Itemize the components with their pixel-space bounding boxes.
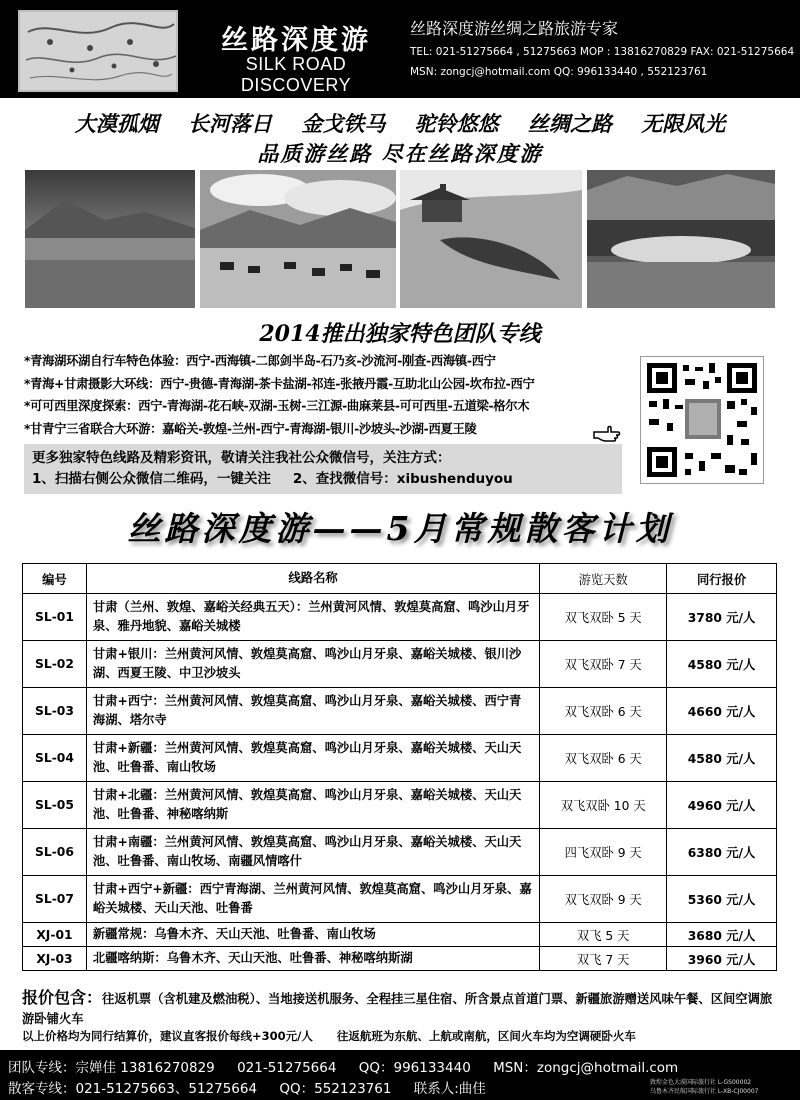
brand-name-cn: 丝路深度游 [221, 25, 371, 56]
crescent-spring-photo [400, 170, 582, 308]
individual-qq: QQ：552123761 [279, 1081, 392, 1097]
license-line: 乌鲁木齐民航国际旅行社 L-XB-CJ00007 [650, 1088, 759, 1095]
route-days: 四飞双卧 9 天 [540, 829, 667, 876]
special-route-item: *青海+甘肃摄影大环线：西宁-贵德-青海湖-茶卡盐湖-祁连-张掖丹霞-互助北山公园-坎布拉-西宁 [24, 376, 535, 391]
route-days: 双飞双卧 7 天 [540, 641, 667, 688]
special-routes-title: 2014推出独家特色团队专线 [259, 321, 541, 347]
route-desc: 西宁青海湖、兰州黄河风情、敦煌莫高窟、鸣沙山月牙泉、嘉峪关城楼、天山天池、吐鲁番 [92, 882, 532, 915]
table-header-row [23, 564, 777, 594]
contact-msn-qq: MSN: zongcj@hotmail.com QQ: 996133440 , 552123761 [410, 66, 708, 78]
pointing-hand-icon [592, 418, 622, 448]
footer-individual-line [8, 1077, 504, 1097]
table-row [23, 829, 777, 876]
route-name [86, 594, 539, 641]
route-code: SL-02 [23, 641, 87, 688]
individual-hotline: 散客专线：021-51275663、51275664 [8, 1081, 258, 1097]
route-price: 4580 元/人 [667, 735, 777, 782]
footer [0, 1050, 800, 1100]
motto-phrase: 金戈铁马 [301, 111, 386, 136]
header-days: 游览天数 [540, 564, 667, 594]
route-code: XJ-03 [23, 947, 87, 971]
route-code: SL-07 [23, 876, 87, 923]
silk-road-map-image [18, 10, 178, 92]
route-days: 双飞 7 天 [540, 947, 667, 971]
route-name [86, 688, 539, 735]
mountain-lake-photo [587, 170, 775, 308]
header-route-name: 线路名称 [86, 564, 539, 594]
route-price: 3680 元/人 [667, 923, 777, 947]
route-days: 双飞双卧 6 天 [540, 688, 667, 735]
route-code: SL-06 [23, 829, 87, 876]
special-route-item: *可可西里深度探索：西宁-青海湖-花石峡-双湖-玉树-三江源-曲麻莱县-可可西里-五道梁-格尔木 [24, 399, 530, 413]
route-name [86, 829, 539, 876]
route-days: 双飞双卧 9 天 [540, 876, 667, 923]
route-name [86, 782, 539, 829]
price-includes [22, 988, 782, 1029]
route-region: 甘肃+西宁+新疆： [92, 882, 200, 896]
tour-plan-table [22, 563, 777, 971]
route-code: SL-03 [23, 688, 87, 735]
route-desc: 兰州黄河风情、敦煌莫高窟、鸣沙山月牙泉、嘉峪关城楼、天山天池、吐鲁番、南山牧场 [92, 741, 522, 774]
company-slogan: 丝路深度游丝绸之路旅游专家 [410, 19, 619, 38]
brand-name-en: SILK ROAD DISCOVERY [240, 54, 352, 95]
table-row [23, 947, 777, 971]
route-code: XJ-01 [23, 923, 87, 947]
route-code: SL-05 [23, 782, 87, 829]
contact-phones: TEL: 021-51275664 , 51275663 MOP : 13816270829 FAX: 021-51275664 [410, 46, 795, 58]
lake-photo [25, 170, 195, 308]
route-region: 甘肃+西宁： [92, 694, 165, 708]
price-note [22, 1028, 782, 1044]
license-line: 敦煌金色大漠国际旅行社 L-GS00002 [650, 1079, 752, 1086]
route-days: 双飞双卧 10 天 [540, 782, 667, 829]
route-region: 甘肃+新疆： [92, 741, 165, 755]
route-name [86, 923, 539, 947]
notice-scan-qr: 1、扫描右侧公众微信二维码，一键关注 [32, 471, 271, 487]
license-info [650, 1078, 758, 1096]
motto-line-2: 品质游丝路 尽在丝路深度游 [257, 141, 543, 166]
route-price: 6380 元/人 [667, 829, 777, 876]
table-row [23, 876, 777, 923]
route-price: 3960 元/人 [667, 947, 777, 971]
route-region: 甘肃+银川： [92, 647, 165, 661]
route-desc: 兰州黄河风情、敦煌莫高窟、鸣沙山月牙泉、嘉峪关城楼、天山天池、吐鲁番、神秘喀纳斯 [92, 788, 522, 821]
special-route-item: *甘青宁三省联合大环游：嘉峪关-敦煌-兰州-西宁-青海湖-银川-沙坡头-沙湖-西夏王陵 [24, 421, 477, 436]
route-code: SL-04 [23, 735, 87, 782]
route-desc: 乌鲁木齐、天山天池、吐鲁番、神秘喀纳斯湖 [166, 951, 413, 965]
route-price: 3780 元/人 [667, 594, 777, 641]
individual-contact: 联系人:曲佳 [413, 1081, 486, 1097]
table-row [23, 782, 777, 829]
motto-phrase: 丝绸之路 [527, 111, 612, 136]
route-code: SL-01 [23, 594, 87, 641]
route-name [86, 876, 539, 923]
price-note-settlement: 以上价格均为同行结算价，建议直客报价每线+300元/人 [22, 1029, 313, 1043]
route-desc: 兰州黄河风情、敦煌莫高窟、鸣沙山月牙泉、雅丹地貌、嘉峪关城楼 [92, 600, 530, 633]
includes-text: 往返机票（含机建及燃油税）、当地接送机服务、全程挂三星住宿、所含景点首道门票、新疆旅游赠送风味午餐、区间空调旅游卧铺火车 [22, 992, 773, 1026]
motto-phrase: 无限风光 [641, 111, 726, 136]
header-price: 同行报价 [667, 564, 777, 594]
table-row [23, 735, 777, 782]
route-desc: 兰州黄河风情、敦煌莫高窟、鸣沙山月牙泉、嘉峪关城楼、银川沙湖、西夏王陵、中卫沙坡头 [92, 647, 522, 680]
notice-line-2 [32, 469, 614, 490]
group-qq: QQ：996133440 [358, 1060, 471, 1076]
table-row [23, 594, 777, 641]
route-days: 双飞双卧 5 天 [540, 594, 667, 641]
route-desc: 兰州黄河风情、敦煌莫高窟、鸣沙山月牙泉、嘉峪关城楼、西宁青海湖、塔尔寺 [92, 694, 522, 727]
route-days: 双飞双卧 6 天 [540, 735, 667, 782]
notice-line-1: 更多独家特色线路及精彩资讯，敬请关注我社公众微信号，关注方式： [32, 450, 451, 466]
route-price: 5360 元/人 [667, 876, 777, 923]
special-route-list [24, 350, 636, 440]
route-region: 甘肃（兰州、敦煌、嘉峪关经典五天）： [92, 600, 309, 614]
motto-line-1 [0, 108, 800, 138]
monthly-plan-title: 丝路深度游——5月常规散客计划 [127, 509, 673, 548]
wechat-notice-box [24, 444, 622, 494]
route-days: 双飞 5 天 [540, 923, 667, 947]
table-row [23, 641, 777, 688]
motto-phrase: 长河落日 [188, 111, 273, 136]
motto-phrase: 驼铃悠悠 [414, 111, 499, 136]
grassland-horses-photo [200, 170, 396, 308]
route-price: 4580 元/人 [667, 641, 777, 688]
includes-label: 报价包含： [22, 988, 103, 1007]
group-msn: MSN：zongcj@hotmail.com [493, 1060, 679, 1076]
route-desc: 兰州黄河风情、敦煌莫高窟、鸣沙山月牙泉、嘉峪关城楼、天山天池、吐鲁番、南山牧场、南疆风情喀什 [92, 835, 522, 868]
table-row [23, 688, 777, 735]
header [0, 0, 800, 98]
special-route-item: *青海湖环湖自行车特色体验：西宁-西海镇-二郎剑半岛-石乃亥-沙流河-刚查-西海镇-西宁 [24, 354, 496, 368]
route-price: 4960 元/人 [667, 782, 777, 829]
group-phone: 021-51275664 [237, 1060, 337, 1076]
notice-search-id: 2、查找微信号：xibushenduyou [292, 471, 513, 487]
route-region: 甘肃+南疆： [92, 835, 165, 849]
route-region: 甘肃+北疆： [92, 788, 165, 802]
table-row [23, 923, 777, 947]
route-desc: 乌鲁木齐、天山天池、吐鲁番、南山牧场 [154, 927, 376, 941]
route-region: 新疆常规： [92, 927, 155, 941]
route-region: 北疆喀纳斯： [92, 951, 167, 965]
wechat-qr-code[interactable] [640, 356, 764, 484]
price-note-flights: 往返航班为东航、上航或南航，区间火车均为空调硬卧火车 [336, 1029, 636, 1043]
route-name [86, 735, 539, 782]
footer-group-line [8, 1056, 696, 1076]
header-code: 编号 [23, 564, 87, 594]
route-name [86, 641, 539, 688]
motto-phrase: 大漠孤烟 [74, 111, 159, 136]
route-price: 4660 元/人 [667, 688, 777, 735]
group-hotline: 团队专线：宗婵佳 13816270829 [8, 1060, 215, 1076]
route-name [86, 947, 539, 971]
